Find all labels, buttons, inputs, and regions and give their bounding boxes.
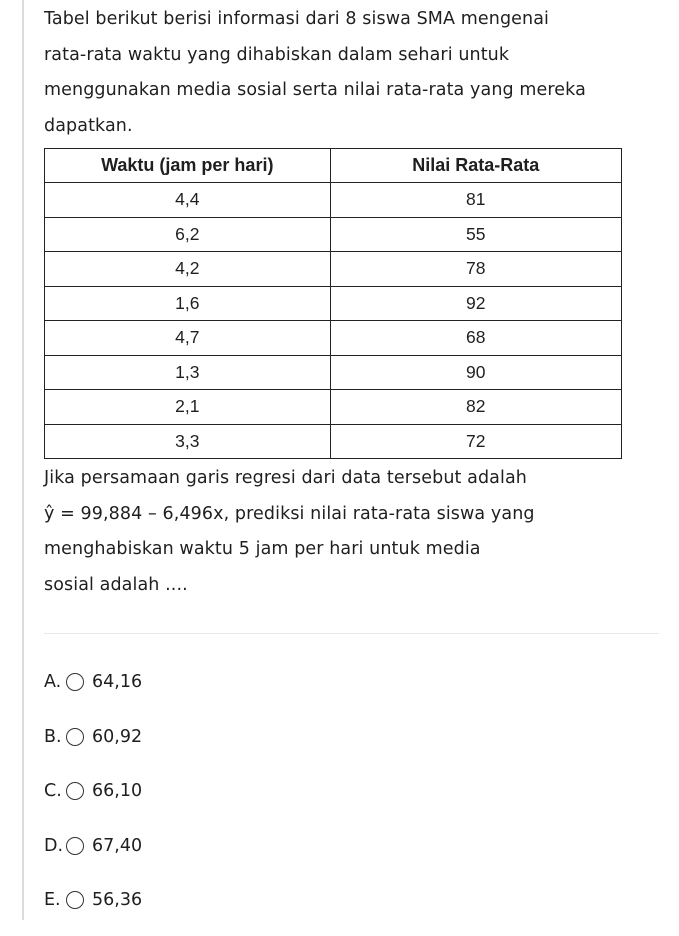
cell-waktu: 1,6: [45, 286, 331, 321]
table-row: [45, 252, 622, 287]
intro-line: rata-rata waktu yang dihabiskan dalam sehari untuk: [44, 44, 510, 65]
option-e[interactable]: [44, 881, 142, 919]
cell-waktu: 4,2: [45, 252, 331, 287]
cell-nilai: 81: [330, 183, 621, 218]
intro-line: menggunakan media sosial serta nilai rata-rata yang mereka: [44, 80, 586, 100]
cell-nilai: 82: [330, 390, 621, 425]
prompt-line: Jika persamaan garis regresi dari data tersebut adalah: [44, 468, 527, 488]
table-row: [45, 286, 622, 321]
cell-nilai: 90: [330, 355, 621, 390]
option-d[interactable]: [44, 827, 142, 865]
option-b[interactable]: [44, 718, 142, 756]
option-letter: B.: [44, 726, 62, 747]
question-body: [44, 2, 664, 603]
left-border: [22, 0, 24, 920]
option-text: 60,92: [92, 726, 143, 747]
prompt-line: sosial adalah ....: [44, 574, 188, 595]
intro-line: Tabel berikut berisi informasi dari 8 siswa SMA mengenai: [44, 9, 549, 29]
cell-nilai: 92: [330, 286, 621, 321]
option-text: 56,36: [92, 890, 143, 910]
option-text: 66,10: [92, 781, 143, 801]
cell-waktu: 2,1: [45, 390, 331, 425]
prompt-line: menghabiskan waktu 5 jam per hari untuk media: [44, 539, 481, 559]
table-row: [45, 217, 622, 252]
option-letter: A.: [44, 672, 62, 692]
radio-icon[interactable]: [66, 673, 84, 691]
table-row: [45, 183, 622, 218]
table-row: [45, 321, 622, 356]
table-row: [45, 424, 622, 459]
radio-icon[interactable]: [66, 837, 84, 855]
cell-waktu: 3,3: [45, 424, 331, 459]
cell-waktu: 4,7: [45, 321, 331, 356]
divider: [44, 633, 659, 634]
table-row: [45, 390, 622, 425]
cell-nilai: 72: [330, 424, 621, 459]
cell-nilai: 55: [330, 217, 621, 252]
radio-icon[interactable]: [66, 891, 84, 909]
question-intro: [44, 2, 664, 144]
option-letter: D.: [44, 835, 64, 856]
option-letter: E.: [44, 890, 61, 910]
cell-waktu: 1,3: [45, 355, 331, 390]
option-letter: C.: [44, 781, 62, 801]
data-table: [44, 148, 622, 459]
option-a[interactable]: [44, 663, 142, 701]
question-prompt: [44, 461, 664, 603]
answer-options: [44, 663, 142, 936]
header-waktu: Waktu (jam per hari): [45, 149, 331, 183]
table-header-row: [45, 149, 622, 183]
radio-icon[interactable]: [66, 782, 84, 800]
radio-icon[interactable]: [66, 728, 84, 746]
intro-line: dapatkan.: [44, 115, 133, 136]
option-text: 64,16: [92, 672, 143, 692]
cell-nilai: 68: [330, 321, 621, 356]
cell-nilai: 78: [330, 252, 621, 287]
prompt-line-equation: ŷ = 99,884 – 6,496x, prediksi nilai rata-rata siswa yang: [44, 503, 535, 524]
header-nilai: Nilai Rata-Rata: [330, 149, 621, 183]
cell-waktu: 6,2: [45, 217, 331, 252]
option-c[interactable]: [44, 772, 142, 810]
option-text: 67,40: [92, 835, 143, 856]
cell-waktu: 4,4: [45, 183, 331, 218]
table-row: [45, 355, 622, 390]
